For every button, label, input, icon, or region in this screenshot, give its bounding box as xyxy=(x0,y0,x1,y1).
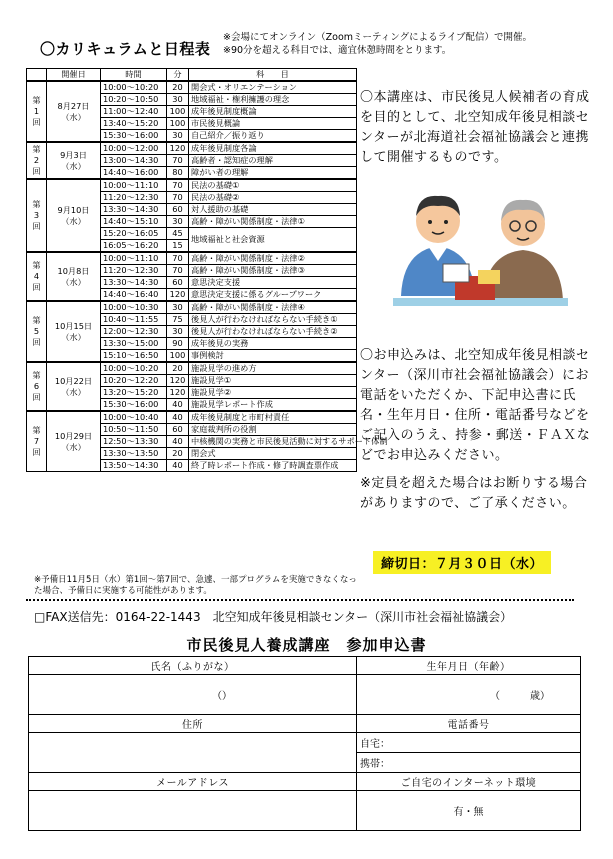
session-number xyxy=(27,362,47,411)
session-minutes: 20 xyxy=(167,81,189,94)
session-minutes: 20 xyxy=(167,362,189,375)
address-field[interactable] xyxy=(29,733,357,773)
session-date-dow: （水） xyxy=(61,386,86,397)
schedule-header-cell: 科 目 xyxy=(189,69,357,82)
session-time: 10:00～12:00 xyxy=(101,142,167,155)
session-minutes: 60 xyxy=(167,424,189,436)
session-time: 10:00～10:20 xyxy=(101,362,167,375)
session-date-day: 9月10日 xyxy=(57,204,90,215)
header-note-line-2: ※90分を超える科目では、適宜休憩時間をとります。 xyxy=(223,45,452,56)
session-date-dow: （水） xyxy=(61,111,86,122)
session-subject: 地域福祉と社会資源 xyxy=(189,228,357,253)
session-subject: 対人援助の基礎 xyxy=(189,204,357,216)
session-minutes: 120 xyxy=(167,289,189,302)
session-subject: 意思決定支援に係るグループワーク xyxy=(189,289,357,302)
session-minutes: 60 xyxy=(167,204,189,216)
session-number xyxy=(27,81,47,142)
schedule-table xyxy=(26,68,388,472)
age-suffix: （ 歳） xyxy=(490,691,550,702)
session-time: 13:30～14:30 xyxy=(101,204,167,216)
session-number-part: 5 xyxy=(33,326,40,336)
session-number-part: 回 xyxy=(32,337,41,347)
session-subject: 成年後見制度概論 xyxy=(189,106,357,118)
session-subject: 意思決定支援 xyxy=(189,277,357,289)
address-label: 住所 xyxy=(29,715,357,733)
session-subject: 開会式・オリエンテーション xyxy=(189,81,357,94)
session-minutes: 40 xyxy=(167,460,189,472)
session-number-part: 回 xyxy=(32,447,41,457)
session-time: 13:40～15:20 xyxy=(101,118,167,130)
session-subject: 高齢・障がい関係制度・法律③ xyxy=(189,265,357,277)
phone-mobile-field[interactable] xyxy=(357,753,581,773)
session-number-part: 回 xyxy=(32,282,41,292)
schedule-row xyxy=(27,142,357,155)
session-subject: 家庭裁判所の役割 xyxy=(189,424,357,436)
session-minutes: 45 xyxy=(167,228,189,240)
session-minutes: 75 xyxy=(167,314,189,326)
session-minutes: 80 xyxy=(167,167,189,180)
session-subject: 成年後見の実務 xyxy=(189,338,357,350)
intro-text: 〇本講座は、市民後見人候補者の育成を目的として、北空知成年後見相談センターが北海道社会福祉協議会と連携して開催するものです。 xyxy=(360,90,590,165)
phone-mobile-label: 携帯： xyxy=(360,759,390,770)
internet-field[interactable] xyxy=(357,791,581,831)
session-number-part: 6 xyxy=(33,381,40,391)
session-date-day: 10月29日 xyxy=(54,430,93,441)
session-subject: 市民後見概論 xyxy=(189,118,357,130)
session-date xyxy=(47,142,101,179)
session-time: 12:50～13:30 xyxy=(101,436,167,448)
session-minutes: 40 xyxy=(167,399,189,412)
session-number xyxy=(27,142,47,179)
session-number-part: 回 xyxy=(32,166,41,176)
birth-field[interactable] xyxy=(357,675,581,715)
name-label: 氏名（ふりがな） xyxy=(29,657,357,675)
session-date-day: 10月15日 xyxy=(54,320,93,331)
session-subject: 自己紹介／振り返り xyxy=(189,130,357,143)
session-number-part: 回 xyxy=(32,221,41,231)
session-date xyxy=(47,252,101,301)
session-minutes: 70 xyxy=(167,179,189,192)
session-number-part: 第 xyxy=(32,315,41,325)
session-date-day: 10月22日 xyxy=(54,375,93,386)
session-subject: 地域福祉・権利擁護の理念 xyxy=(189,94,357,106)
session-number-part: 第 xyxy=(32,95,41,105)
schedule-header-cell: 開催日 xyxy=(47,69,101,82)
schedule-row xyxy=(27,252,357,265)
session-subject: 閉会式 xyxy=(189,448,357,460)
internet-label: ご自宅のインターネット環境 xyxy=(357,773,581,791)
session-subject: 施設見学の進め方 xyxy=(189,362,357,375)
schedule-header-cell: 時間 xyxy=(101,69,167,82)
session-date xyxy=(47,301,101,362)
session-number-part: 第 xyxy=(32,425,41,435)
session-minutes: 40 xyxy=(167,436,189,448)
session-minutes: 100 xyxy=(167,118,189,130)
email-label: メールアドレス xyxy=(29,773,357,791)
session-number-part: 3 xyxy=(33,210,40,220)
phone-label: 電話番号 xyxy=(357,715,581,733)
session-time: 14:40～16:00 xyxy=(101,167,167,180)
session-subject: 障がい者の理解 xyxy=(189,167,357,180)
session-date-dow: （水） xyxy=(61,331,86,342)
session-number xyxy=(27,411,47,472)
session-time: 10:00～10:30 xyxy=(101,301,167,314)
session-minutes: 100 xyxy=(167,350,189,363)
session-date xyxy=(47,362,101,411)
fax-line: □FAX送信先：0164-22-1443 北空知成年後見相談センター（深川市社会福祉協議会） xyxy=(34,610,513,624)
session-time: 13:30～15:00 xyxy=(101,338,167,350)
session-number xyxy=(27,179,47,252)
session-date xyxy=(47,179,101,252)
session-minutes: 100 xyxy=(167,106,189,118)
session-date xyxy=(47,411,101,472)
session-date-day: 8月27日 xyxy=(57,100,90,111)
session-subject: 後見人が行わなければならない手続き② xyxy=(189,326,357,338)
session-time: 10:40～11:55 xyxy=(101,314,167,326)
session-number-part: 7 xyxy=(33,436,40,446)
schedule-header-cell xyxy=(27,69,47,82)
session-number-part: 4 xyxy=(33,271,40,281)
consultation-illustration xyxy=(383,186,573,326)
curriculum-title: 〇カリキュラムと日程表 xyxy=(40,40,211,58)
session-subject: 終了時レポート作成・修了時調査票作成 xyxy=(189,460,357,472)
email-field[interactable] xyxy=(29,791,357,831)
phone-home-field[interactable] xyxy=(357,733,581,753)
footnote: ※予備日11月5日（水）第1回～第7回で、急遽、一部プログラムを実施できなくなった場合、予備日に実施する可能性があります。 xyxy=(34,575,357,596)
session-number-part: 第 xyxy=(32,144,41,154)
session-number xyxy=(27,252,47,301)
session-subject: 成年後見制度と市町村責任 xyxy=(189,411,357,424)
session-subject: 中核機関の実務と市民後見活動に対するサポート体制 xyxy=(189,436,357,448)
session-number-part: 第 xyxy=(32,199,41,209)
form-title: 市民後見人養成講座 参加申込書 xyxy=(186,636,427,654)
schedule-row xyxy=(27,179,357,192)
session-minutes: 120 xyxy=(167,142,189,155)
session-number-part: 回 xyxy=(32,117,41,127)
session-date xyxy=(47,81,101,142)
session-minutes: 30 xyxy=(167,301,189,314)
session-date-dow: （水） xyxy=(61,276,86,287)
session-time: 10:20～10:50 xyxy=(101,94,167,106)
schedule-row xyxy=(27,301,357,314)
session-minutes: 30 xyxy=(167,130,189,143)
phone-home-label: 自宅： xyxy=(360,739,390,750)
birth-label: 生年月日（年齢） xyxy=(357,657,581,675)
session-time: 13:30～14:30 xyxy=(101,277,167,289)
session-number-part: 回 xyxy=(32,392,41,402)
session-date-dow: （水） xyxy=(61,160,86,171)
session-time: 13:00～14:30 xyxy=(101,155,167,167)
session-subject: 高齢・障がい関係制度・法律④ xyxy=(189,301,357,314)
deadline-badge: 締切日：７月３０日（水） xyxy=(373,551,551,574)
session-minutes: 70 xyxy=(167,155,189,167)
session-minutes: 90 xyxy=(167,338,189,350)
schedule-header-cell: 分 xyxy=(167,69,189,82)
session-minutes: 40 xyxy=(167,411,189,424)
session-number-part: 1 xyxy=(33,106,40,116)
apply-text: 〇お申込みは、北空知成年後見相談センター（深川市社会福祉協議会）にお電話をいただくか、下記申込書に氏名・生年月日・住所・電話番号などをご記入のうえ、持参・郵送・ＦＡＸなどでお申込みください。 xyxy=(360,348,591,463)
session-time: 10:00～11:10 xyxy=(101,252,167,265)
session-time: 11:00～12:40 xyxy=(101,106,167,118)
session-time: 11:20～12:30 xyxy=(101,265,167,277)
schedule-row xyxy=(27,81,357,94)
session-time: 15:30～16:00 xyxy=(101,130,167,143)
session-subject: 施設見学① xyxy=(189,375,357,387)
document-shape xyxy=(443,264,469,282)
session-time: 10:50～11:50 xyxy=(101,424,167,436)
cut-line xyxy=(26,599,574,601)
header-note xyxy=(223,31,532,57)
session-minutes: 30 xyxy=(167,94,189,106)
session-minutes: 70 xyxy=(167,192,189,204)
session-time: 10:00～11:10 xyxy=(101,179,167,192)
session-time: 14:40～16:40 xyxy=(101,289,167,302)
session-subject: 高齢者・認知症の理解 xyxy=(189,155,357,167)
application-form xyxy=(28,656,581,831)
session-time: 13:50～14:30 xyxy=(101,460,167,472)
session-time: 11:20～12:30 xyxy=(101,192,167,204)
header-note-line-1: ※会場にてオンライン（Zoomミーティングによるライブ配信）で開催。 xyxy=(223,32,533,43)
session-time: 15:20～16:05 xyxy=(101,228,167,240)
session-subject: 事例検討 xyxy=(189,350,357,363)
session-subject: 施設見学② xyxy=(189,387,357,399)
schedule-row xyxy=(27,411,357,424)
session-time: 16:05～16:20 xyxy=(101,240,167,253)
session-number xyxy=(27,301,47,362)
session-minutes: 120 xyxy=(167,387,189,399)
session-date-dow: （水） xyxy=(61,441,86,452)
session-minutes: 70 xyxy=(167,265,189,277)
session-minutes: 60 xyxy=(167,277,189,289)
session-date-day: 9月3日 xyxy=(60,149,87,160)
name-field[interactable] xyxy=(29,675,357,715)
session-time: 10:00～10:40 xyxy=(101,411,167,424)
session-time: 15:30～16:00 xyxy=(101,399,167,412)
session-number-part: 2 xyxy=(33,155,40,165)
session-subject: 高齢・障がい関係制度・法律② xyxy=(189,252,357,265)
session-number-part: 第 xyxy=(32,370,41,380)
schedule-row xyxy=(27,362,357,375)
session-time: 13:20～15:20 xyxy=(101,387,167,399)
session-time: 15:10～16:50 xyxy=(101,350,167,363)
session-minutes: 30 xyxy=(167,326,189,338)
session-subject: 民法の基礎② xyxy=(189,192,357,204)
name-paren-close: ） xyxy=(222,691,232,702)
session-subject: 後見人が行わなければならない手続き① xyxy=(189,314,357,326)
session-time: 12:00～12:30 xyxy=(101,326,167,338)
session-minutes: 30 xyxy=(167,216,189,228)
name-paren-open: （ xyxy=(212,691,222,702)
session-time: 10:20～12:20 xyxy=(101,375,167,387)
session-time: 13:30～13:50 xyxy=(101,448,167,460)
session-subject: 民法の基礎① xyxy=(189,179,357,192)
session-date-dow: （水） xyxy=(61,215,86,226)
session-minutes: 20 xyxy=(167,448,189,460)
box-shape xyxy=(478,270,500,284)
internet-value: 有・無 xyxy=(453,807,484,818)
session-date-day: 10月8日 xyxy=(57,265,90,276)
capacity-text: ※定員を超えた場合はお断りする場合がありますので、ご了承ください。 xyxy=(360,476,588,511)
session-number-part: 第 xyxy=(32,260,41,270)
session-minutes: 120 xyxy=(167,375,189,387)
session-time: 14:40～15:10 xyxy=(101,216,167,228)
session-subject: 高齢・障がい関係制度・法律① xyxy=(189,216,357,228)
session-minutes: 70 xyxy=(167,252,189,265)
session-subject: 施設見学レポート作成 xyxy=(189,399,357,412)
session-time: 10:00～10:20 xyxy=(101,81,167,94)
session-subject: 成年後見制度各論 xyxy=(189,142,357,155)
session-minutes: 15 xyxy=(167,240,189,253)
